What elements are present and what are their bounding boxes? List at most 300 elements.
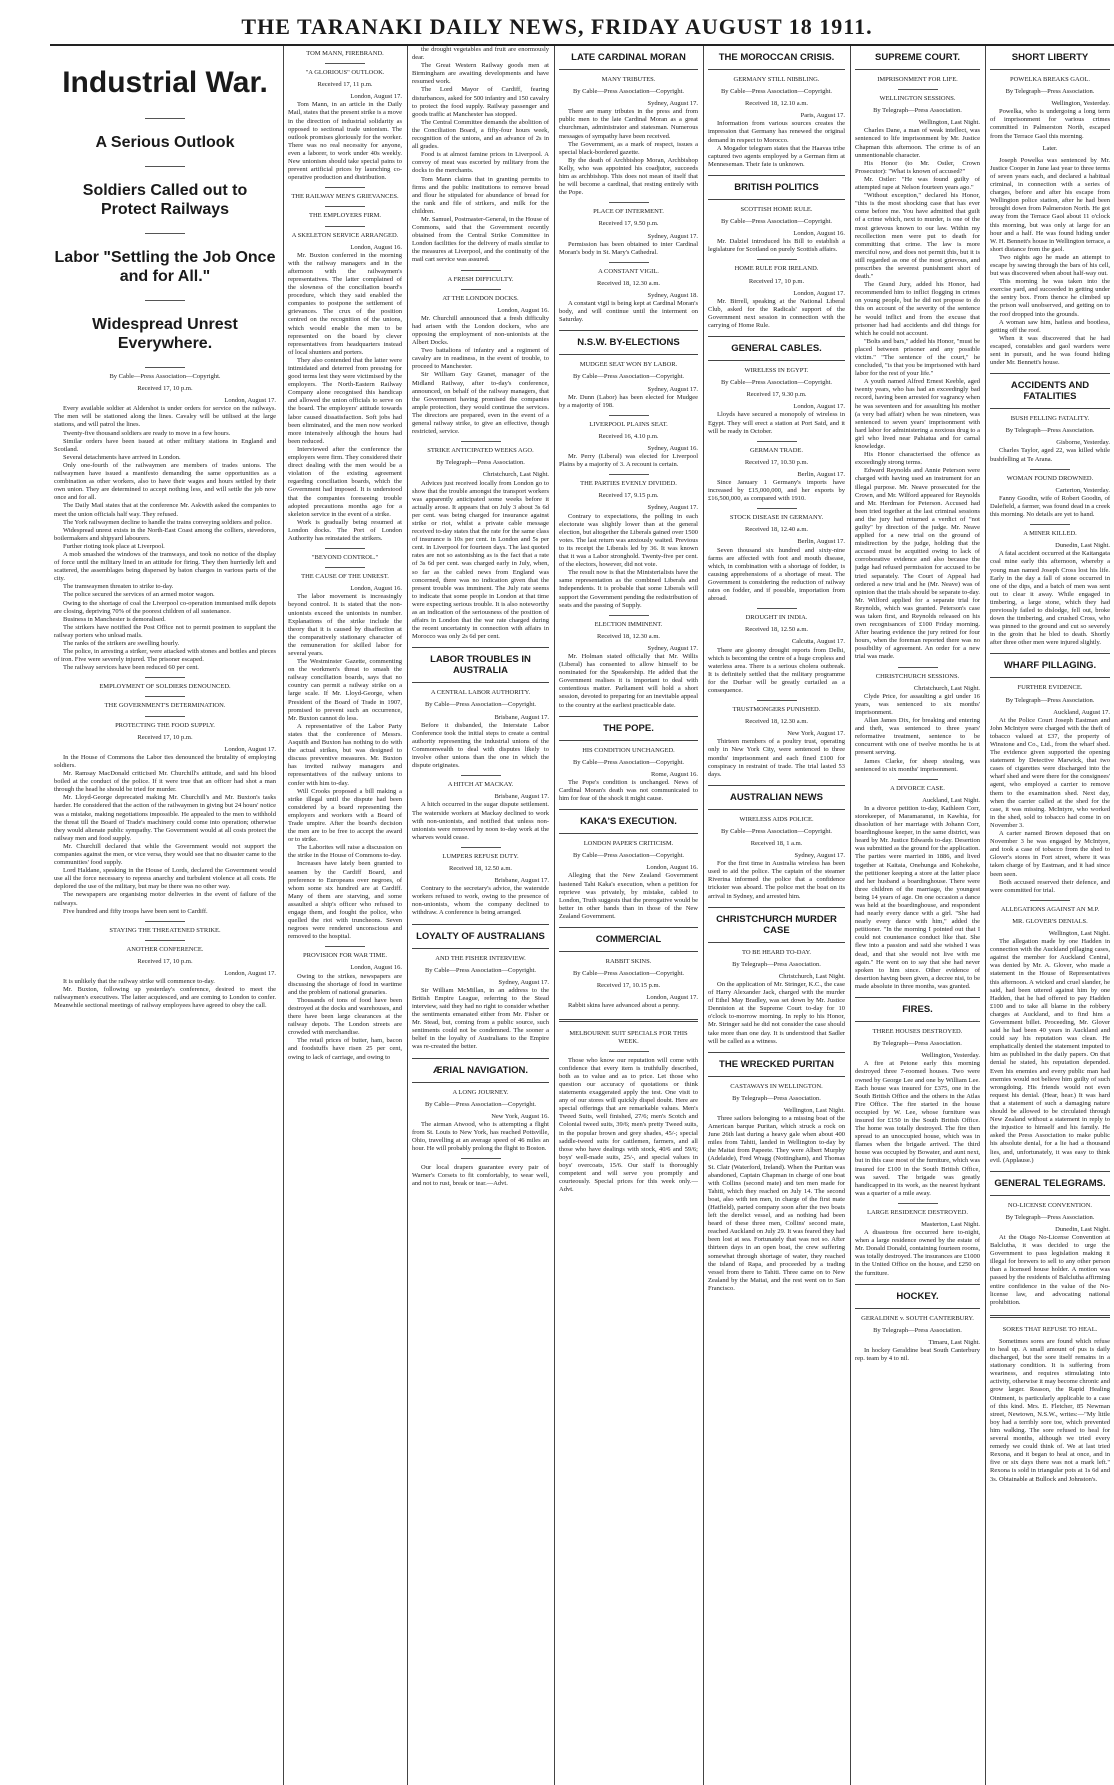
- sub-heading: GERMAN TRADE.: [750, 446, 803, 454]
- paragraph: Mr. Dalziel introduced his Bill to establish a legislature for Scotland on purely Scottish affairs.: [708, 238, 845, 254]
- commercial-headline: COMMERCIAL: [595, 934, 662, 946]
- section-heading: THE RAILWAY MEN'S GRIEVANCES.: [291, 193, 399, 201]
- dateline: London, August 17.: [646, 994, 698, 1002]
- paragraph: A mob smashed the windows of the tramways, and took no notice of the display of force until the military lined in an attitude for firing. They then hurriedly left and scattered, the assemblages being dispersed by baton charges in various parts of the city.: [54, 550, 276, 583]
- paragraph: "Bolts and bars," added his Honor, "must be placed between prisoner and any possible victim." "The sentence of the court," he concluded, "is that you be imprisoned with hard labor for the rest of your life.": [855, 337, 980, 378]
- received: Received 17, 10 p.m.: [137, 733, 193, 741]
- dateline: Sydney, August 18.: [647, 291, 698, 299]
- sub-heading: WELLINGTON SESSIONS.: [879, 95, 956, 103]
- sub-heading: TRUSTMONGERS PUNISHED.: [732, 706, 821, 714]
- sub-heading: WOMAN FOUND DROWNED.: [1006, 474, 1094, 482]
- sub-heading: HIS CONDITION UNCHANGED.: [582, 746, 675, 754]
- dateline: London, August 16.: [646, 864, 698, 872]
- loyalty-australians-headline: LOYALTY OF AUSTRALIANS: [416, 930, 545, 942]
- received: Received 17, 9.30 p.m.: [746, 391, 807, 399]
- received: Received 17, 9.50 p.m.: [598, 220, 659, 228]
- sub-heading: THE EMPLOYERS FIRM.: [308, 212, 382, 220]
- paragraph: The strikers have notified the Post Office not to permit postmen to supplant the railway porters who unload mails.: [54, 623, 276, 639]
- sub-heading: GERMANY STILL NIBBLING.: [733, 76, 820, 83]
- dateline: Sydney, August 17.: [647, 644, 698, 652]
- sub-heading: GERALDINE v. SOUTH CANTERBURY.: [861, 1314, 974, 1322]
- paragraph: Charles Taylor, aged 22, was killed while bushfelling at Te Arana.: [990, 447, 1110, 463]
- deck-soldiers: Soldiers Called out to Protect Railways: [82, 182, 248, 218]
- sub-heading: "A GLORIOUS" OUTLOOK.: [305, 69, 385, 77]
- paragraph: Will Crooks proposed a bill making a strike illegal until the dispute had been considered by a board representing the employers and workers with a Board of Trade umpire. After the board's decision the men are to be free to accept the award or to strike.: [288, 787, 402, 844]
- byline: By Telegraph—Press Association.: [732, 1094, 821, 1102]
- paragraph: Two battalions of infantry and a regiment of cavalry are in readiness, in the event of trouble, to proceed to Manchester.: [412, 347, 549, 371]
- paragraph: Tom Mann, in an article in the Daily Mail, states that the present strike is a move in the direction of industrial solidarity as opposed to sectional trade unionism. The outlook promises gloriously for the worker. There was no real necessity for anyone, even a laborer, to work under 40s weekly. New unionism should take special pains to prevent artificial prices by launching co-operative production and distribution.: [288, 101, 402, 182]
- dateline: Brisbane, August 17.: [494, 877, 549, 885]
- byline: By Cable—Press Association—Copyright.: [720, 379, 833, 387]
- column-divider: [985, 46, 986, 1785]
- sub-heading: A HITCH AT MACKAY.: [447, 781, 514, 789]
- sub-heading: AT THE LONDON DOCKS.: [442, 294, 519, 302]
- paragraph: Rabbit skins have advanced about a penny.: [568, 1002, 680, 1010]
- paragraph: Several detachments have arrived in London.: [63, 453, 181, 461]
- sub-heading: LIVERPOOL PLAINS SEAT.: [589, 420, 668, 428]
- paragraph: Mr. Perry (Liberal) was elected for Liverpool Plains by a majority of 3. A recount is certain.: [559, 453, 698, 469]
- paragraph: The York railwaymen decline to handle the trains conveying soldiers and police.: [63, 518, 272, 526]
- sub-heading: TO BE HEARD TO-DAY.: [742, 948, 811, 956]
- deck-serious-outlook: A Serious Outlook: [95, 134, 235, 151]
- byline: By Telegraph—Press Association.: [732, 960, 821, 968]
- byline: By Cable—Press Association—Copyright.: [424, 966, 537, 974]
- paragraph: A carter named Brown deposed that on November 3 he was engaged by McIntyre, and took a case of tobacco from the shed to Glover's stores in Fort street, where it was taken charge of by Eastman, and it had since been seen.: [990, 830, 1110, 878]
- labor-troubles-australia-headline: LABOR TROUBLES IN AUSTRALIA: [430, 654, 531, 677]
- paragraph: Since January 1 Germany's imports have increased by £15,000,000, and her exports by £16,500,000, as compared with 1910.: [708, 479, 845, 503]
- paragraph: Only one-fourth of the railwaymen are members of trades unions. The railwaymen have issued a manifesto demanding the same opportunities as a combination as other workers, also to have their wages and hours settled by their own union. They are determined to accept nothing less, and will settle the job now once and for all.: [54, 461, 276, 502]
- paragraph: Owing to the shortage of coal the Liverpool co-operation immunised milk depots are closing, depriving 70% of the poorest children of all sustenance.: [54, 599, 276, 615]
- sub-heading: A MINER KILLED.: [1023, 530, 1077, 538]
- paragraph: Work is gradually being resumed at London docks. The Port of London Authority has reinstated the strikers.: [288, 518, 402, 542]
- sub-heading: HOME RULE FOR IRELAND.: [734, 265, 819, 273]
- sub-heading: MUDGEE SEAT WON BY LABOR.: [579, 361, 678, 369]
- paragraph: Mr. Churchill announced that a fresh difficulty had arisen with the London dockers, who are opposing the employment of non-unionists at the Albert Docks.: [412, 314, 549, 347]
- paragraph: Sir William Guy Granet, manager of the Midland Railway, after to-day's conference, announced, on behalf of the railway managers, that the Government having promised the companies ample protection, they would continue the services. The directors are prepared, even in the event of a general railway strike, to give an effective, though restricted, service.: [412, 371, 549, 436]
- paragraph: The police, in arresting a striker, were attacked with stones and bottles and pieces of iron. Five were severely injured. The prisoner escaped.: [54, 648, 276, 664]
- dateline: Brisbane, August 17.: [494, 713, 549, 721]
- short-liberty-headline: SHORT LIBERTY: [1011, 52, 1089, 63]
- advertisement: Sometimes sores are found which refuse to heal up. A small amount of pus is daily discharged, but the sore itself remains in a stationary condition. It is suffering from weariness, and requires stimulating into activity, otherwise it may become chronic and grow larger. Reason, the Rapid Healing Ointment, is particularly applicable to a case of this kind. Mrs. E. Fletcher, 85 Newman street, Newtown, N.S.W., writes:—"My little boy had a terribly sore toe, which prevented him walking. The sore refused to heal for several months, although we tried every remedy we could think of. We at last tried Rexona, and it began to heal at once, and in five or six days there was not a mark left." Rexona is sold in triangular pots at 1s 6d and 3s. Obtainable at Bullock and Johnston's.: [990, 1337, 1110, 1483]
- advertisement-heading: SORES THAT REFUSE TO HEAL.: [1002, 1325, 1098, 1333]
- deck-labor: Labor "Settling the Job Once and for All.": [54, 249, 276, 285]
- paragraph: Before it disbanded, the Interstate Labor Conference took the initial steps to create a central authority representing the industrial unions of the Commonwealth to deal with disputes likely to involve other unions than the one in which the dispute originates.: [412, 721, 549, 770]
- column-5: [708, 46, 845, 1785]
- sub-heading: THE PARTIES EVENLY DIVIDED.: [580, 480, 677, 488]
- received: Received 18, 1 a.m.: [750, 840, 803, 847]
- sub-heading: CASTAWAYS IN WELLINGTON.: [730, 1082, 823, 1090]
- dateline: Masterton, Last Night.: [921, 1221, 980, 1228]
- paragraph: A constant vigil is being kept at Cardinal Moran's body, and will continue until the interment on Saturday.: [559, 300, 698, 324]
- byline: By Cable—Press Association—Copyright.: [572, 852, 685, 860]
- dateline: Timaru, Last Night.: [928, 1338, 980, 1346]
- received: Received 18, 12.50 a.m.: [449, 864, 512, 872]
- paragraph: In the House of Commons the Labor ties denounced the brutality of employing soldiers.: [54, 753, 276, 769]
- byline: By Telegraph—Press Association.: [873, 1326, 962, 1334]
- received: Received 17, 10.30 p.m.: [744, 458, 809, 466]
- paragraph: The Great Western Railway goods men at Birmingham are awaiting developments and have resumed work.: [412, 62, 549, 86]
- paragraph: By the death of Archbishop Moran, Archbishop Kelly, who was appointed his coadjutor, succeeds him as archbishop. This does not mean of itself that he will become a cardinal, that resting entirely with the Pope.: [559, 156, 698, 197]
- byline: By Cable—Press Association—Copyright.: [572, 758, 685, 766]
- dateline: Wellington, Last Night.: [918, 119, 980, 127]
- paragraph: Mr. Ramsay MacDonald criticised Mr. Churchill's attitude, and said his blood boiled at the conduct of the police. If it were true that an officer had shot a man through the head he should be tried for murder.: [54, 770, 276, 794]
- byline: By Cable—Press Association—Copyright.: [424, 701, 537, 709]
- paragraph: Advices just received locally from London go to show that the trouble amongst the transport workers was apparently anticipated some weeks before it actually arose. It appears that on July 3 about 3s 6d per cent. was being charged for insurance against strike or riot, whilst a private cable message received to-day states that the rate for the same class of insurance is 10s per cent. in London and 5s per cent. in Liverpool for fourteen days. The last quoted rates are not so astonishing as is the fact that a rate of 3s 6d per cent. was charged early in July, when, so far as the cabled news from England was concerned, there was no indication given that the present trouble was imminent. The July rate seems to indicate that some people in London at that time were expecting serious trouble. It is also noteworthy as an indication of the seriousness of the position of affairs in London that the war rate charged during the recent uncertainty in connection with affairs in Morocco was only 2s 6d per cent.: [412, 479, 549, 641]
- sub-heading: ANOTHER CONFERENCE.: [126, 945, 204, 953]
- wrecked-puritan-headline: THE WRECKED PURITAN: [719, 1058, 834, 1070]
- sub-heading: CHRISTCHURCH SESSIONS.: [875, 672, 960, 680]
- advertisement-heading: MELBOURNE SUIT SPECIALS FOR THIS WEEK.: [569, 1029, 688, 1045]
- australian-news-headline: AUSTRALIAN NEWS: [730, 791, 823, 803]
- paragraph: In hockey Geraldine beat South Canterbury rep. team by 4 to nil.: [855, 1346, 980, 1363]
- byline: By Telegraph—Press Association.: [873, 1040, 962, 1048]
- dateline: Christchurch, Last Night.: [482, 471, 549, 479]
- dateline: Wellington, Yesterday.: [1051, 100, 1110, 108]
- paragraph: Permission has been obtained to inter Cardinal Moran's body in St. Mary's Cathedral.: [559, 240, 698, 256]
- dateline: New York, August 17.: [787, 730, 845, 738]
- dateline: Carterton, Yesterday.: [1055, 486, 1110, 494]
- dateline: London, August 17.: [224, 397, 276, 405]
- paragraph: Owing to the strikes, newspapers are discussing the shortage of food in wartime and the problem of national granaries.: [288, 972, 402, 996]
- paragraph: Information from various sources creates the impression that Germany has renewed the original demand in respect to Morocco.: [708, 120, 845, 144]
- paragraph: Mr. Samuel, Postmaster-General, in the House of Commons, said that the Government recently obtained from the Central Strike Committee in London facilities for the delivery of mails similar to the measures at Liverpool, and the continuity of the mail cart service was assured.: [412, 215, 549, 264]
- dateline: London, August 17.: [224, 970, 276, 977]
- dateline: Gisborne, Yesterday.: [1056, 439, 1110, 447]
- received: Received 17, 10 p.m.: [748, 277, 805, 285]
- paragraph: The Westminster Gazette, commenting on the workmen's threat to smash the railway conciliation boards, says that no country can permit a railway strike on a large scale. If Mr. Lloyd-George, when President of the Board of Trade in 1907, promised to prevent such an occurrence, Mr. Buxton cannot do less.: [288, 658, 402, 722]
- byline: By Telegraph—Press Association.: [436, 459, 525, 467]
- paragraph: The Pope's condition is unchanged. News of Cardinal Moran's death was not communicated to him for fear of the shock it might cause.: [559, 778, 698, 803]
- column-3: [412, 46, 549, 1785]
- dateline: Brisbane, August 17.: [494, 793, 549, 801]
- paragraph: At the Police Court Joseph Eastman and John McIntyre were charged with the theft of tobacco valued at £37, the property of Winstone and Co., Ltd., from the wharf shed. The evidence given supported the opening statement by Detective Marwick, that two cases of cigarettes were discharged into the wharf shed and were there for the consignees' agent, who employed a carrier to remove them to the examination shed. Next day, when the carrier called at the shed for the case, it was missing. McIntyre, who worked in the shed, sold to tobacco had come in on November 3.: [990, 716, 1110, 829]
- paragraph: Tom Mann claims that in granting permits to firms and the public institutions to remove bread and flour he stipulated for abundance of bread for the rank and file of strikers, and milk for the children.: [412, 175, 549, 215]
- paragraph: A representative of the Labor Party states that the conference of Messrs. Asquith and Buxton has nothing to do with the actual strikes, but was designed to discuss preventive measures. Mr. Buxton has invited railway managers and representatives of the railway unions to confer with him to-day.: [288, 722, 402, 787]
- paragraph: It is unlikely that the railway strike will commence to-day.: [63, 978, 215, 986]
- moroccan-crisis-headline: THE MOROCCAN CRISIS.: [718, 52, 835, 63]
- paragraph: The ranks of the strikers are swelling hourly.: [63, 640, 180, 647]
- fires-headline: FIRES.: [902, 1004, 933, 1016]
- dateline: Wellington, Last Night.: [1048, 929, 1110, 937]
- paragraph: Joseph Powelka was sentenced by Mr. Justice Cooper in June last year to three terms of seven years each, and declared a habitual criminal, in connection with a series of charges, before and after his escape from Wellington police station, after he had been brought down from Palmerston North. He got away from the Terrace Gaol about 11 o'clock this morning, but was only at large for an hour and a half. He was found hiding under W. H. Bennett's house in Wellington terrace, a short distance from the gaol.: [990, 156, 1110, 253]
- byline: By Telegraph—Press Association.: [1005, 427, 1095, 435]
- section-heading: PROVISION FOR WAR TIME.: [303, 952, 387, 960]
- received: Received 17, 10 p.m.: [137, 957, 193, 965]
- paragraph: Twenty-five thousand soldiers are ready to move in a few hours.: [63, 429, 231, 437]
- paragraph: Mr. Buxton conferred in the morning with the railway managers and in the afternoon with the railwaymen's representatives. The latter complained of the slowness of the conciliation board's procedure, which they said enabled the companies to postpone the settlement of grievances. The crux of the position centred on the recognition of the unions, which would enable the men to be represented on the board by clever representatives from headquarters instead of local shunters and porters.: [288, 251, 402, 356]
- sub-heading: A SKELETON SERVICE ARRANGED.: [291, 231, 399, 239]
- paragraph: Increases have lately been granted to seamen by the Cardiff Board, and preference to Europeans over negroes, of whom some six hundred are at Cardiff. Many of them are starving, and some assaulted a ship's officer who refused to engage them, and fought the police, who quelled the riot with truncheons. Seven negroes were rendered unconscious and removed to the hospital.: [288, 860, 402, 941]
- paragraph: Powelka, who is undergoing a long term of imprisonment for various crimes committed in Palmerston North, escaped from the Terrace Gaol this morning.: [990, 108, 1110, 140]
- paragraph: A disastrous fire occurred here to-night, when a large residence owned by the estate of Mr. Donald Donald, containing fourteen rooms, was totally destroyed. The insurances are £1000 in the United Office on the house, and £250 on the furniture.: [855, 1229, 980, 1277]
- dateline: London, August 16.: [350, 585, 402, 593]
- sub-heading: NO-LICENSE CONVENTION.: [1007, 1201, 1093, 1209]
- masthead-title: THE TARANAKI DAILY NEWS, FRIDAY AUGUST 18 1911.: [241, 14, 873, 39]
- paragraph: Similar orders have been issued at other military stations in England and Scotland.: [54, 437, 276, 453]
- paragraph: The police secured the services of an armed motor wagon.: [63, 591, 215, 599]
- sub-heading: MR. GLOVER'S DENIALS.: [1012, 917, 1088, 925]
- section-heading: STRIKE ANTICIPATED WEEKS AGO.: [427, 447, 534, 455]
- byline: By Telegraph—Press Association.: [873, 107, 962, 115]
- newspaper-columns: [50, 46, 1114, 1785]
- dateline: Paris, August 17.: [800, 112, 845, 120]
- received: Received 17, 11 p.m.: [317, 81, 373, 89]
- byline: By Telegraph—Press Association.: [1005, 1213, 1095, 1221]
- paragraph: A hitch occurred in the sugar dispute settlement. The waterside workers at Mackay declined to work with non-unionists, and notified that unless non-unionists were removed by noon to-day work at the wharves would cease.: [412, 801, 549, 841]
- paragraph: Thirteen members of a poultry trust, operating only in New York City, were sentenced to three months' imprisonment and each fined £100 for conspiracy in restraint of trade. The trial lasted 53 days.: [708, 738, 845, 778]
- byline: By Cable—Press Association—Copyright.: [572, 373, 685, 381]
- sub-heading: A CENTRAL LABOR AUTHORITY.: [430, 689, 531, 697]
- sub-heading: FURTHER EVIDENCE.: [1017, 684, 1083, 692]
- paragraph: The railway services have been reduced 60 per cent.: [63, 664, 199, 672]
- dateline: London, August 17.: [793, 403, 845, 411]
- received: Received 18, 12.50 a.m.: [745, 626, 808, 634]
- paragraph: Charles Dane, a man of weak intellect, was sentenced to life imprisonment by Mr. Justice Chapman this afternoon. The crime is of an unmentionable character.: [855, 127, 980, 159]
- dateline: Auckland, Last Night.: [922, 796, 980, 804]
- sub-heading: PROTECTING THE FOOD SUPPLY.: [115, 721, 215, 729]
- paragraph: The Government, as a mark of respect, issues a special black-bordered gazette.: [559, 140, 698, 156]
- dateline: Sydney, August 17.: [647, 100, 698, 108]
- paragraph: Mr. Churchill declared that while the Government would not support the companies against the men, or vice versa, they would see that no disaster came to the communities' food supply.: [54, 842, 276, 867]
- paragraph: Widespread unrest exists in the North-East Coast among the colliers, stevedores, boilermakers and shipyard labourers.: [54, 526, 276, 542]
- sub-heading: ELECTION IMMINENT.: [594, 620, 663, 628]
- dateline: Berlin, August 17.: [797, 538, 845, 546]
- paragraph: On the application of Mr. Stringer, K.C., the case of Harry Alexander Jack, charged with the murder of Ethel May Bradley, was set down by Mr. Justice Denniston at the Supreme Court to-day for 10 o'clock to-morrow morning. In reply to his Honor, Mr. Stringer said he did not consider the case should take more than one day. It is understood that Sadler will be called as a witness.: [708, 980, 845, 1045]
- paragraph: Five hundred and fifty troops have been sent to Cardiff.: [63, 907, 208, 915]
- paragraph: Mr. Birrell, speaking at the National Liberal Club, asked for the Radicals' support of the Government next session in connection with the carrying of Home Rule.: [708, 297, 845, 329]
- column-1: [54, 46, 276, 1785]
- paragraph: Mr. Holman stated officially that Mr. Willis (Liberal) has consented to allow himself to be nominated for the Speakership. He added that the Government realises it is important to deal with contentious matter. Parliament will hold a short session, devoted to preparing for an inevitable appeal to the country at the earliest practicable date.: [559, 652, 698, 709]
- paragraph: His Honor (to Mr. Ostler, Crown Prosecutor): "What is known of accused?": [855, 159, 980, 175]
- paragraph: Mr. Buxton, following up yesterday's conference, desired to meet the railwaymen's executives. The latter acquiesced, and are coming to London to confer. Meanwhile sectional meetings of railway employees have agreed to obey the call.: [54, 986, 276, 1010]
- dateline: London, August 16.: [497, 306, 549, 314]
- paragraph: There are gloomy drought reports from Delhi, which is becoming the centre of a huge cropless and waterless area. There is a serious cholera outbreak. It is definitely settled that the military programme for the Durbar will be greatly curtailed as a consequence.: [708, 646, 845, 694]
- paragraph: This morning he was taken into the exercise yard, and succeeded in getting under the sentry box. From thence he climbed up the prison wall unobserved, and getting on to the roof dropped into the grounds.: [990, 278, 1110, 318]
- dateline: Christchurch, Last Night.: [913, 684, 980, 692]
- general-cables-headline: GENERAL CABLES.: [731, 343, 822, 355]
- sub-heading: THE GOVERNMENT'S DETERMINATION.: [104, 702, 226, 710]
- paragraph: Food is at almost famine prices in Liverpool. A convoy of meat was escorted by military from the docks to the merchants.: [412, 151, 549, 175]
- paragraph: Clyde Price, for assaulting a girl under 16 years, was sentenced to six months' imprisonment.: [855, 692, 980, 716]
- sub-heading: A CONSTANT VIGIL.: [598, 267, 659, 275]
- column-divider: [850, 46, 851, 1785]
- dateline: Christchurch, Last Night.: [778, 972, 845, 980]
- accidents-fatalities-headline: ACCIDENTS AND FATALITIES: [1010, 380, 1090, 403]
- sub-heading: WIRELESS IN EGYPT.: [744, 367, 809, 375]
- paragraph: Lord Haldane, speaking in the House of Lords, declared the Government would use all the force necessary to repress anarchy and turbulent violence at all costs. He deplored the use of the military, but may be there was no other way.: [54, 867, 276, 891]
- paragraph: The Daily Mail states that at the conference Mr. Askwith asked the companies to meet the union officials half way. They refused.: [54, 502, 276, 518]
- dateline: New York, August 16.: [491, 1112, 549, 1120]
- paragraph: The Laborites will raise a discussion on the strike in the House of Commons to-day.: [288, 844, 402, 860]
- dateline: London, August 17.: [793, 289, 845, 297]
- received: Received 18, 12.40 a.m.: [745, 526, 808, 534]
- byline: By Cable—Press Association—Copyright.: [572, 88, 685, 96]
- dateline: London, August 16.: [793, 230, 845, 238]
- masthead: [0, 0, 1114, 44]
- dateline: London, August 16.: [350, 243, 402, 251]
- dateline: Sydney, August 17.: [647, 232, 698, 240]
- paragraph: Mr. Lloyd-George deprecated making Mr. Churchill's and Mr. Buxton's tasks harder. He considered that the action of the railwaymen in giving but 24 hours' notice was a mistake, making negotiations impossible. He appealed to the men to withhold the threat till the Board of Trade's machinery could come into operation; otherwise they would alienate public sympathy. The Government would at all costs protect the railway men and food supply.: [54, 794, 276, 842]
- paragraph: The Lord Mayor of Cardiff, fearing disturbances, asked for 500 infantry and 150 cavalry to protect the food supply. Railway passenger and goods traffic at Manchester has stopped.: [412, 86, 549, 118]
- paragraph: The tramwaymen threaten to strike to-day.: [63, 583, 174, 591]
- column-4: [559, 46, 698, 1785]
- section-heading: "BEYOND CONTROL.": [311, 554, 379, 562]
- column-7: [990, 46, 1110, 1785]
- paragraph: His Honor characterised the offence as exceedingly strong terms.: [855, 451, 980, 467]
- received: Received 18, 12.30 a.m.: [745, 718, 808, 726]
- nsw-by-elections-headline: N.S.W. BY-ELECTIONS: [577, 337, 680, 349]
- paragraph: The labor movement is increasingly beyond control. It is stated that the non-unionists exceed the unionists in number. Explanations of the strike include the theory that it is caused by disaffection at the comparatively stationary character of the remuneration for skilled labor for several years.: [288, 593, 402, 657]
- paragraph: Further rioting took place at Liverpool.: [63, 542, 165, 550]
- industrial-war-headline: Industrial War.: [62, 66, 268, 99]
- byline: By Cable—Press Association—Copyright.: [109, 373, 221, 380]
- sub-heading: PLACE OF INTERMENT.: [593, 208, 664, 216]
- aerial-navigation-headline: ÆRIAL NAVIGATION.: [433, 1064, 528, 1076]
- dateline: London, August 17.: [350, 93, 402, 101]
- paragraph: A youth named Alfred Ernest Keeble, aged twenty years, who has had an exceedingly bad record, having been arrested for vagrancy when he was seventeen and for assaulting his mother (a very bad affair) when he was nineteen, was sentenced to seven years' imprisonment with hard labor for administering a noxious drug to a girl who lived near Pahiatua and for carnal knowledge.: [855, 378, 980, 451]
- byline: By Cable—Press Association—Copyright.: [572, 970, 685, 978]
- dateline: Dunedin, Last Night.: [1055, 542, 1110, 550]
- paragraph: Fanny Goodin, wife of Robert Goodin, of Dalefield, a farmer, was found dead in a creek this morning. No details are yet to hand.: [990, 494, 1110, 519]
- paragraph: Contrary to expectations, the polling in each electorate was slightly lower than at the general election, but altogether the Liberals gained over 1500 votes. The last return was anxiously waited. Previous to its receipt the Liberals led by 36. It was known that it was a Labor stronghold. Twenty-five per cent. of the electors, however, did not vote.: [559, 512, 698, 569]
- paragraph: the drought vegetables and fruit are enormously dear.: [412, 46, 549, 62]
- paragraph: The Grand Jury, added his Honor, had recommended him to inflict flogging in crimes on young people, but he did not propose to do this on account of the severity of the sentence he would inflict and from the excuse that prisoner had had accidents and did things for which he could not account.: [855, 281, 980, 337]
- advertisement: Our local drapers guarantee every pair of Warner's Corsets to fit comfortably, to wear well, and not to rust, break or tear.—Advt.: [412, 1164, 549, 1188]
- deck-unrest: Widespread Unrest Everywhere.: [92, 316, 238, 352]
- sub-heading: AND THE FISHER INTERVIEW.: [435, 954, 526, 962]
- dateline: Sydney, August 17.: [794, 852, 845, 860]
- paragraph: A Mogador telegram states that the Haavas tribe captured two agents employed by a German firm at Menneseman. Their fate is unknown.: [708, 144, 845, 168]
- paragraph: Interviewed after the conference the employers were firm. They considered their direct dealing with the men would be a violation of the existing agreement regarding conciliation boards, which the Government had imposed. It is understood that the companies foreseeing trouble adopted precautions months ago for a skeleton service in the event of a strike.: [288, 445, 402, 518]
- paragraph: The result now is that the Ministerialists have the same representation as the combined Liberals and Independents. It is probable that some Liberals will support the Government pending the redistribution of seats and the passing of Supply.: [559, 569, 698, 609]
- sub-heading: MANY TRIBUTES.: [601, 76, 656, 83]
- paragraph: They also contended that the latter were intimidated and deterred from pressing for good terms lest they were victimised by the employers. The North-Eastern Railway Company alone recognised this handicap and allowed the union officials to serve on the board. The employers' attitude towards labor caused dissatisfaction. Soft jobs had been eliminated, and the men now worked more intensively although the hours had been reduced.: [288, 356, 402, 445]
- paragraph: When it was discovered that he had escaped, constables and gaol warders were sent in pursuit, and he was found hiding under Mr. Bennett's house.: [990, 334, 1110, 367]
- sub-heading: LARGE RESIDENCE DESTROYED.: [867, 1208, 968, 1216]
- sub-heading: LONDON PAPER'S CRITICISM.: [583, 840, 674, 848]
- paragraph: "Without exception," declared his Honor, "this is the most shocking case that has ever come before me. You have admitted that guilt of a crime which, next to murder, is one of the most grievous known to our law. Within my recollection men were put to death for committing that crime. The law is more merciful now, and does not permit this, but it is still regarded as one of the most grievous, and prescribes the severest punishment short of death.": [855, 192, 980, 281]
- paragraph: Alleging that the New Zealand Government hastened Tahi Kaka's execution, when a petition for reprieve was privately, by mistake, cabled to London, Truth suggests that the prerogative would be better in other hands than in those of the New Zealand Government.: [559, 872, 698, 920]
- paragraph: Mr. Dunn (Labor) has been elected for Mudgee by a majority of 198.: [559, 393, 698, 409]
- received: Received 17, 10 p.m.: [137, 385, 193, 393]
- dateline: Auckland, August 17.: [1053, 708, 1110, 716]
- sub-heading: STOCK DISEASE IN GERMANY.: [729, 514, 824, 522]
- byline: By Cable—Press Association—Copyright.: [424, 1100, 537, 1108]
- paragraph: Edward Reynolds and Annie Peterson were charged with having used an instrument for an illegal purpose. Mr. Neave prosecuted for the Crown, and Mr. Wilford appeared for Reynolds and Mr. Herdman for Peterson. Accused had been tried together at the last criminal sessions and the jury had returned a verdict of "not guilty" by direction of the judge. Mr. Neave applied for a new trial on the ground of misdirection by the judge, holding that the accused must be acquitted owing to lack of corroborative evidence and also because the judge had refused permission for accused to be tried separately. The Court of Appeal had ordered a new trial and he (Mr. Neave) was of opinion that the trials should be separate to-day. Mr. Wilford applied for a separate trial for Reynolds, which was granted. Peterson's case was taken first, and Reynolds released on his own recognisances of £100 Friday morning. After hearing evidence the jury retired for four hours, when the foreman reported there was no possibility of agreement. An order for a new trial was made.: [855, 467, 980, 661]
- paragraph: Sir William McMillan, in an address to the British Empire League, referring to the Stead interview, said they had no right to consider whether the sentiments emanated either from Mr. Fisher or Mr. Stead, but, coming from a public source, such sentiments could not be condemned. The sooner a belief in the loyalty of Australians to the Empire was re-created the better.: [412, 986, 549, 1051]
- paragraph: Contrary to the secretary's advice, the waterside workers refused to work, owing to the presence of non-unionists, whom the company declined to withdraw. A conference is being arranged.: [412, 885, 549, 917]
- paragraph: The Central Committee demands the abolition of the Conciliation Board, a fifty-four hours week, recognition of the unions, and an advance of 2s in all grades.: [412, 118, 549, 151]
- advertisement: Those who know our reputation will come with confidence that every item is truthfully described, both as to value and as to price. Let those who question our accuracy of quotations or think statements exaggerated apply the test. One visit to any of our stores will quickly dispel doubt. Here are special offerings that are remarkable values. Men's Tweed Suits, well finished, 27/6; men's Scotch and Colonial tweed suits, 39/6; men's pretty Tweed suits, in the popular brown and grey shades, 45/-; special saddle-tweed suits for cattlemen, farmers, and all those who have dealings with stock, 40/6 and 59/6; boys' well-made suits, 25/-, and special values in boys' overcoats, 15/6. Our staff is thoroughly competent and will serve you promptly and courteously. Special prices for this week only.—Advt.: [559, 1056, 698, 1194]
- paragraph: Thousands of tons of food have been destroyed at the docks and warehouses, and there have been large clearances at the railway depots. The London streets are crowded with merchandise.: [288, 996, 402, 1037]
- dateline: Dunedin, Last Night.: [1055, 1225, 1110, 1233]
- paragraph: There are many tributes in the press and from public men to the late Cardinal Moran as a great churchman, administrator and statesman. Numerous messages of sympathy have been received.: [559, 108, 698, 140]
- paragraph: Seven thousand six hundred and sixty-nine farms are affected with foot and mouth disease, which, in combination with a shortage of fodder, is causing apprehensions of a shortage of meat. The Government is considering the reduction of railway rates on fodder, and if possible, importation from abroad.: [708, 546, 845, 603]
- section-heading: TOM MANN, FIREBRAND.: [306, 50, 384, 57]
- sub-heading: LUMPERS REFUSE DUTY.: [442, 852, 519, 860]
- dateline: Calcutta, August 17.: [791, 638, 845, 646]
- sub-heading: WIRELESS AIDS POLICE.: [739, 815, 814, 823]
- paragraph: Business in Manchester is demoralised.: [63, 615, 166, 623]
- paragraph: Mr. Ostler: "He was found guilty of attempted rape at Nelson fourteen years ago.": [855, 175, 980, 192]
- paragraph: The airman Atwood, who is attempting a flight from St. Louis to New York, has reached Pottsville, Ohio, travelling at an average speed of 46 miles an hour. He will probably prolong the flight to Boston.: [412, 1120, 549, 1153]
- paragraph: Every available soldier at Aldershot is under orders for service on the railways. The men will be stationed along the lines. Cavalry will be utilised at the large stations, and will patrol the lines.: [54, 405, 276, 429]
- cardinal-moran-headline: LATE CARDINAL MORAN: [571, 52, 686, 63]
- received: Received 18, 12.10 a.m.: [745, 100, 808, 108]
- section-heading: EMPLOYMENT OF SOLDIERS DENOUNCED.: [99, 683, 231, 691]
- paragraph: In a divorce petition to-day, Kathleen Corr, storekeeper, of Maramaranui, in Kawhia, for dissolution of her marriage with Johann Corr, boardinghouse keeper, in the same district, was heard by Mr. Justice Edwards to-day. Desertion was submitted as the ground for the application. The parties were married in 1886, and lived together at Kaitaia, Onehunga and Kohekohe, the petitioner keeping a store at the latter place and her husband a boardinghouse. There were three children of the marriage, the youngest being 14 years of age. On one occasion a dance was held at the boardinghouse, and respondent had nearly every dance with a girl. "She had nearly every dance with him," added the petitioner. "In the morning I pointed out that I could not countenance conduct like that. She flew into a passion and said she wished I was dead, and that she would not live with me again." He went on to say that she had never spoken to him since. Other evidence of desertion having been given, a decree nisi, to be made absolute in three months, was granted.: [855, 804, 980, 990]
- dateline: Sydney, August 16.: [647, 445, 698, 452]
- byline: By Telegraph—Press Association.: [1005, 88, 1095, 96]
- column-divider: [703, 46, 704, 1785]
- kaka-execution-headline: KAKA'S EXECUTION.: [580, 816, 677, 828]
- paragraph: The allegation made by one Hadden in connection with the Auckland pillaging cases, against the member for Auckland Central, was denied by Mr. A. Glover, who made a statement in the House of Representatives this afternoon. A wicked and cruel slander, he said, had been uttered against him by one Hadden, that he had offered to pay Hadden £100 and to take all blame in the robbery charges at Auckland, and to find him a Government billet. Proceeding, Mr. Glover said he had been 40 years in Auckland and could say his reputation was clean. He emphatically denied the statement imputed to him as published in the daily papers. On that denial he stated, his reputation depended. Even his enemies and every public man had enemies would not believe him guilty of such wrongdoing. His friends would not even request his denial. (Hear, hear.) It was hard that a statement of such a damaging nature should be allowed to be circulated through New Zealand without a statement in reply to the injustice to himself and his family. He asked the Press Association to make public his absolute denial, for a lie had a thousand lies, and, unfortunately, it was easy to think evil. (Applause.): [990, 938, 1110, 1164]
- received: Received 18, 12.30 a.m.: [597, 632, 660, 640]
- paragraph: James Clarke, for sheep stealing, was sentenced to six months' imprisonment.: [855, 757, 980, 773]
- column-divider: [554, 46, 555, 1785]
- paragraph: The newspapers are organising motor deliveries in the event of failure of the railways.: [54, 891, 276, 907]
- sub-heading: ALLEGATIONS AGAINST AN M.P.: [1000, 905, 1100, 913]
- sub-heading: POWELKA BREAKS GAOL.: [1010, 76, 1090, 83]
- dateline: Berlin, August 17.: [797, 470, 845, 478]
- dateline: Sydney, August 17.: [647, 385, 698, 393]
- section-heading: A FRESH DIFFICULTY.: [447, 275, 514, 283]
- paragraph: A fatal accident occurred at the Kaitangata coal mine early this afternoon, whereby a young man named Joseph Cross lost his life. Early in the day a fall of stone occurred in one of the dips, and a batch of men was sent out to clear it away. While engaged in timbering, a large stone, which they had previously failed to dislodge, fell out, broke down the timbering, and crushed Cross, who was pinned to the ground and cut so severely in the groin that he bled to death. Shortly after three other men were injured slightly.: [990, 550, 1110, 647]
- section-heading: STAYING THE THREATENED STRIKE.: [109, 926, 221, 934]
- paragraph: At the Otago No-License Convention at Balclutha, it was decided to urge the Government to pass legislation making it illegal for brewers to sell to any other person than a licensed house holder. A motion was passed by the residents of Balclutha affirming entire confidence in the value of the No-license law, and advocating national prohibition.: [990, 1233, 1110, 1306]
- column-divider: [407, 46, 408, 1785]
- column-6: [855, 46, 980, 1785]
- sub-heading: DROUGHT IN INDIA.: [745, 614, 808, 622]
- dateline: Wellington, Last Night.: [783, 1106, 845, 1114]
- column-divider: [283, 46, 284, 1785]
- british-politics-headline: BRITISH POLITICS: [734, 181, 819, 193]
- paragraph: The retail prices of butter, ham, bacon and foodstuffs have risen 25 per cent, owing to lack of carriage, and owing to: [288, 1037, 402, 1061]
- dateline: Wellington, Yesterday.: [921, 1052, 980, 1060]
- dateline: Rome, August 16.: [651, 770, 698, 778]
- sub-heading: A LONG JOURNEY.: [452, 1088, 509, 1096]
- later-label: Later.: [1042, 144, 1058, 152]
- paragraph: Allan James Dix, for breaking and entering and theft, was sentenced to three years' reformative treatment, sentence to be concurrent with one of twelve months he is at present serving.: [855, 717, 980, 757]
- paragraph: A fire at Petone early this morning destroyed three 7-roomed houses. Two were owned by George Lee and one by William Lee. Each house was insured for £375, one in the South British Office and the others in the Atlas Fire Office. The fire started in the house occupied by W. Lee, whose furniture was insured for £150 in the South British Office. The home was totally destroyed. The fire then spread to an unoccupied house, which was in flames when the brigade arrived. The third house was occupied by Bowater, and aunt next, but in this case most of the furniture, which was insured for £100 in the South British Office, was saved. The brigade was greatly handicapped in its work, as the nearest hydrant was a quarter of a mile away.: [855, 1060, 980, 1197]
- sub-heading: SCOTTISH HOME RULE.: [740, 205, 813, 213]
- sub-heading: A DIVORCE CASE.: [890, 784, 945, 792]
- dateline: London, August 17.: [224, 745, 276, 753]
- supreme-court-headline: SUPREME COURT.: [875, 52, 960, 63]
- sub-heading: RABBIT SKINS.: [605, 958, 652, 966]
- dateline: Sydney, August 17.: [647, 504, 698, 512]
- byline: By Cable—Press Association—Copyright.: [720, 827, 833, 835]
- the-pope-headline: THE POPE.: [603, 722, 654, 734]
- dateline: Sydney, August 17.: [498, 978, 549, 986]
- paragraph: For the first time in Australia wireless has been used to aid the police. The captain of the steamer Riverina informed the police that a confidence trickster was aboard. The police met the boat on its arrival in Sydney, and arrested him.: [708, 860, 845, 900]
- byline: By Telegraph—Press Association.: [1005, 696, 1095, 704]
- paragraph: Both accused reserved their defence, and were committed for trial.: [990, 878, 1110, 894]
- byline: By Cable—Press Association—Copyright.: [720, 88, 833, 96]
- general-telegrams-headline: GENERAL TELEGRAMS.: [994, 1177, 1106, 1189]
- wharf-pillaging-headline: WHARF PILLAGING.: [1003, 660, 1097, 672]
- column-2: [288, 46, 402, 1785]
- received: Received 18, 12.30 a.m.: [597, 279, 660, 287]
- paragraph: A woman saw him, hatless and bootless, getting off the roof.: [990, 318, 1110, 334]
- dateline: London, August 16.: [350, 964, 402, 972]
- sub-heading: BUSH FELLING FATALITY.: [1010, 415, 1090, 423]
- byline: By Cable—Press Association—Copyright.: [720, 218, 833, 226]
- sub-heading: THE CAUSE OF THE UNREST.: [301, 573, 389, 581]
- paragraph: Two nights ago he made an attempt to escape by sawing through the bars of his cell, but was discovered when about half-way out.: [990, 253, 1110, 278]
- received: Received 16, 4.10 p.m.: [598, 432, 659, 440]
- paragraph: Three sailors belonging to a missing boat of the American barque Puritan, which struck a rock on June 26th last during a heavy gale when about 400 miles from Tahiti, landed in Wellington to-day by the Maitai from Papeete. They were Albert Murphy (Adelaide), Fred Wragg (Nottingham), and Thomas St. Clair (Waterford, Ireland). When the Puritan was abandoned, Captain Chapman in charge of one boat with Collins (second mate) and ten men made for Tahiti, which they reached on July 14. The second boat, also with ten men, in charge of the first mate (Hatfield), parted company soon after the two boats left the derelict vessel, and as nothing had been heard of these three men, Collins' second mate, reached Auckland on July 29. It was feared they had been lost at sea. Fortunately that was not so. After thirteen days in an open boat, the crew suffering somewhat through shortage of water, they reached the island of Rapa, and proceeded by a trading vessel from there to Tahiti. Three came on to New Zealand by the Maitai, and the rest went on to San Francisco.: [708, 1114, 845, 1292]
